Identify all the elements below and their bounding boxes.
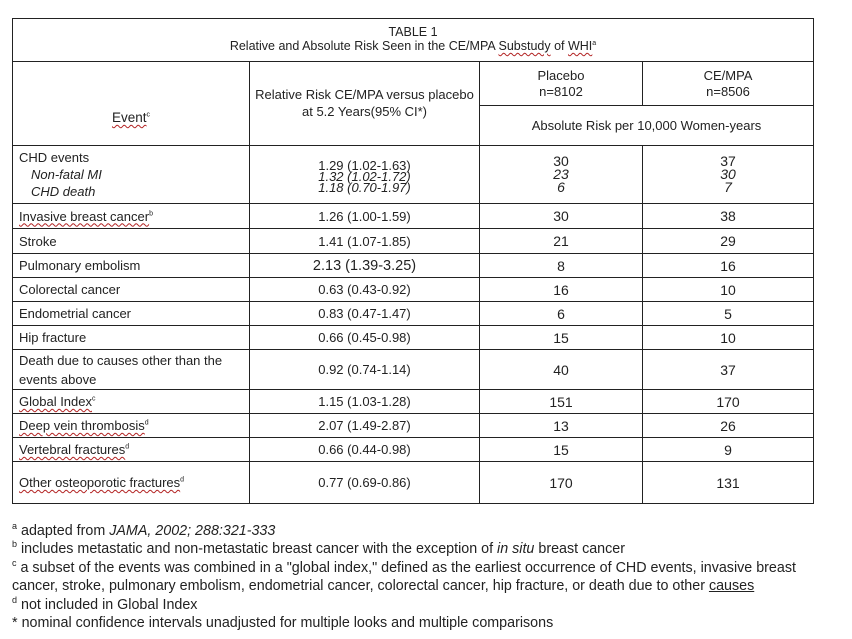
rr-cell: 2.07 (1.49-2.87)	[250, 414, 480, 438]
footnote-c: $^c$ a subset of the events was combined in a "global index," defined as the earliest occurrence of CHD events, invasive breast cancer, stroke, pulmonary embolism, endometrial cancer, colorectal cancer, hip fracture, or death due to other causes	[12, 558, 796, 595]
table-title	[13, 19, 814, 62]
non-fatal-mi-label: Non-fatal MI	[31, 167, 102, 182]
cempa-cell: 170	[643, 390, 814, 414]
placebo-cell: 40	[480, 350, 643, 390]
table-row	[13, 350, 814, 390]
placebo-cell: 30	[480, 204, 643, 229]
footnote-d: $^d$ not included in Global Index	[12, 594, 198, 613]
event-footnote-mark: b	[149, 210, 153, 218]
event-cell	[13, 229, 250, 254]
header-absolute-risk: Absolute Risk per 10,000 Women-years	[480, 106, 814, 146]
chd-events-label: CHD events	[19, 150, 90, 165]
table-row	[13, 229, 814, 254]
chd-placebo-cell: 30 23 6	[480, 146, 643, 204]
rr-cell: 0.66 (0.45-0.98)	[250, 326, 480, 350]
header-event: Event$^c$	[13, 62, 250, 146]
placebo-cell: 151	[480, 390, 643, 414]
table-row	[13, 278, 814, 302]
event-cell	[13, 414, 250, 438]
event-label: Colorectal cancer	[19, 282, 121, 297]
rr-cell: 0.92 (0.74-1.14)	[250, 350, 480, 390]
rr-cell: 1.41 (1.07-1.85)	[250, 229, 480, 254]
event-label: Stroke	[19, 233, 57, 249]
rr-cell: 1.15 (1.03-1.28)	[250, 390, 480, 414]
placebo-cell: 6	[480, 302, 643, 326]
title-row	[13, 19, 814, 62]
event-footnote-mark: c	[92, 395, 96, 403]
table-row-chd	[13, 146, 814, 204]
event-cell	[13, 254, 250, 278]
event-cell	[13, 326, 250, 350]
rr-cell: 0.77 (0.69-0.86)	[250, 462, 480, 504]
footnote-b: $^b$ includes metastatic and non-metastatic breast cancer with the exception of in situ breast cancer	[12, 539, 625, 558]
event-label: Endometrial cancer	[19, 306, 131, 321]
rr-cell: 0.66 (0.44-0.98)	[250, 438, 480, 462]
table-row	[13, 204, 814, 229]
event-cell	[13, 462, 250, 504]
cempa-cell: 131	[643, 462, 814, 504]
placebo-cell: 15	[480, 438, 643, 462]
placebo-cell: 8	[480, 254, 643, 278]
chd-death-label: CHD death	[31, 184, 96, 199]
table-row	[13, 414, 814, 438]
event-label: Global Index	[19, 394, 92, 409]
placebo-cell: 170	[480, 462, 643, 504]
causes-link[interactable]: causes	[708, 578, 755, 595]
table-row	[13, 302, 814, 326]
cempa-cell: 5	[643, 302, 814, 326]
header-placebo	[480, 62, 643, 106]
chd-cempa-cell: 37 30 7	[643, 146, 814, 204]
rr-cell: 0.63 (0.43-0.92)	[250, 278, 480, 302]
event-cell	[13, 350, 250, 390]
event-footnote-mark: d	[144, 419, 149, 427]
event-label: Other osteoporotic fractures	[19, 475, 181, 490]
event-cell	[13, 278, 250, 302]
header-cempa-n: n=8506	[706, 83, 750, 99]
event-label: Pulmonary embolism	[19, 258, 141, 273]
rr-cell: 0.83 (0.47-1.47)	[250, 302, 480, 326]
header-placebo-label: Placebo	[537, 67, 585, 83]
rr-cell: 1.26 (1.00-1.59)	[250, 204, 480, 229]
event-cell	[13, 438, 250, 462]
table-row	[13, 438, 814, 462]
cempa-cell: 10	[643, 326, 814, 350]
event-label: Death due to causes other than the events above	[19, 352, 223, 387]
event-label: Invasive breast cancer	[19, 208, 150, 224]
footnote-a: $^a$ adapted from JAMA, 2002; 288:321-333	[12, 521, 276, 539]
header-relative-risk	[250, 62, 480, 146]
event-label: Vertebral fractures	[19, 442, 126, 457]
cempa-cell: 38	[643, 204, 814, 229]
event-cell	[13, 390, 250, 414]
footnote-star: * nominal confidence intervals unadjusted for multiple looks and multiple comparisons	[12, 615, 554, 632]
risk-table	[12, 18, 814, 504]
placebo-cell: 15	[480, 326, 643, 350]
cempa-cell: 10	[643, 278, 814, 302]
header-cempa-label: CE/MPA	[703, 67, 753, 83]
cempa-cell: 9	[643, 438, 814, 462]
event-footnote-mark: d	[125, 443, 130, 451]
cempa-cell: 26	[643, 414, 814, 438]
header-rr-line1: Relative Risk CE/MPA versus placebo	[255, 87, 474, 102]
cempa-cell: 29	[643, 229, 814, 254]
chd-rr-cell: 1.29 (1.02-1.63) 1.32 (1.02-1.72) 1.18 (0.70-1.97)	[250, 146, 480, 204]
header-rr-line2: at 5.2 Years(95% CI*)	[301, 104, 428, 119]
table-row	[13, 462, 814, 504]
event-cell	[13, 204, 250, 229]
rr-cell: 2.13 (1.39-3.25)	[250, 254, 480, 278]
event-cell	[13, 302, 250, 326]
placebo-cell: 16	[480, 278, 643, 302]
event-footnote-mark: d	[180, 476, 185, 484]
chd-event-cell	[13, 146, 250, 204]
placebo-cell: 13	[480, 414, 643, 438]
cempa-cell: 37	[643, 350, 814, 390]
header-placebo-n: n=8102	[539, 83, 583, 99]
table-row	[13, 390, 814, 414]
placebo-cell: 21	[480, 229, 643, 254]
table-title-line2: Relative and Absolute Risk Seen in the CE/MPA Substudy of WHI$^a$	[229, 39, 597, 53]
event-label: Deep vein thrombosis	[19, 418, 145, 433]
table-row	[13, 254, 814, 278]
cempa-cell: 16	[643, 254, 814, 278]
table-row	[13, 326, 814, 350]
event-label: Hip fracture	[19, 330, 87, 345]
table-title-line1: TABLE 1	[388, 25, 438, 39]
risk-table-container	[12, 18, 813, 504]
footnotes	[12, 522, 842, 632]
header-row-1	[13, 62, 814, 106]
header-cempa	[643, 62, 814, 106]
